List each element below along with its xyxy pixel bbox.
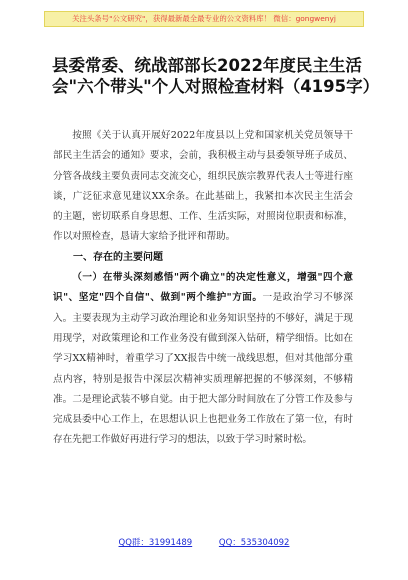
subsection-body: 一是政治学习不够深入。主要表现为主动学习政治理论和业务知识坚持的不够好，满足于现用现学，对政策理论和工作业务没有做到深入钻研，精学细悟。比如在学习XX精神时，着重学习了XX报告中统一战线思想，但对其他部分重点内容，特别是报告中深层次精神实质理解把握的不够深刻，不够精准。二是理论武装不够自觉。由于把大部分时间放在了分管工作及参与完成县委中心工作上，在思想认识上也把业务工作放在了第一位，有时存在先把工作做好再进行学习的想法，以致于学习时紧时松。 <box>53 292 353 446</box>
section-heading: 一、存在的主要问题 <box>73 251 163 263</box>
intro-paragraph: 按照《关于认真开展好2022年度县以上党和国家机关党员领导干部民主生活会的通知》要求，会前，我积极主动与县委领导班子成员、分管各战线主要负责同志交流交心，组织民族宗教界代表人士等进行座谈，广泛征求意见建议XX余条。在此基础上，我紧扣本次民主生活会的主题，密切联系自身思想、工作、生活实际，对照岗位职责和标准，作以对照检查，恳请大家给予批评和帮助。 <box>53 130 353 243</box>
subsection-paragraph <box>53 268 353 451</box>
document-body <box>53 126 353 451</box>
document-title: 县委常委、统战部部长2022年度民主生活会"六个带头"个人对照检查材料（4195字） <box>52 56 380 96</box>
qq-group-link[interactable]: QQ群：31991489 <box>118 538 193 548</box>
promo-banner: 关注头条号"公文研究"，获得最新最全最专业的公文资料库！ 微信：gongwenyj <box>44 11 364 27</box>
qq-contact-link[interactable]: QQ：535304092 <box>218 538 290 548</box>
contact-footer <box>0 536 408 548</box>
subsection-lead: （一）在带头深刻感悟"两个确立"的决定性意义，增强"四个意识"、坚定"四个自信"、做到"两个维护"方面。 <box>53 272 353 304</box>
